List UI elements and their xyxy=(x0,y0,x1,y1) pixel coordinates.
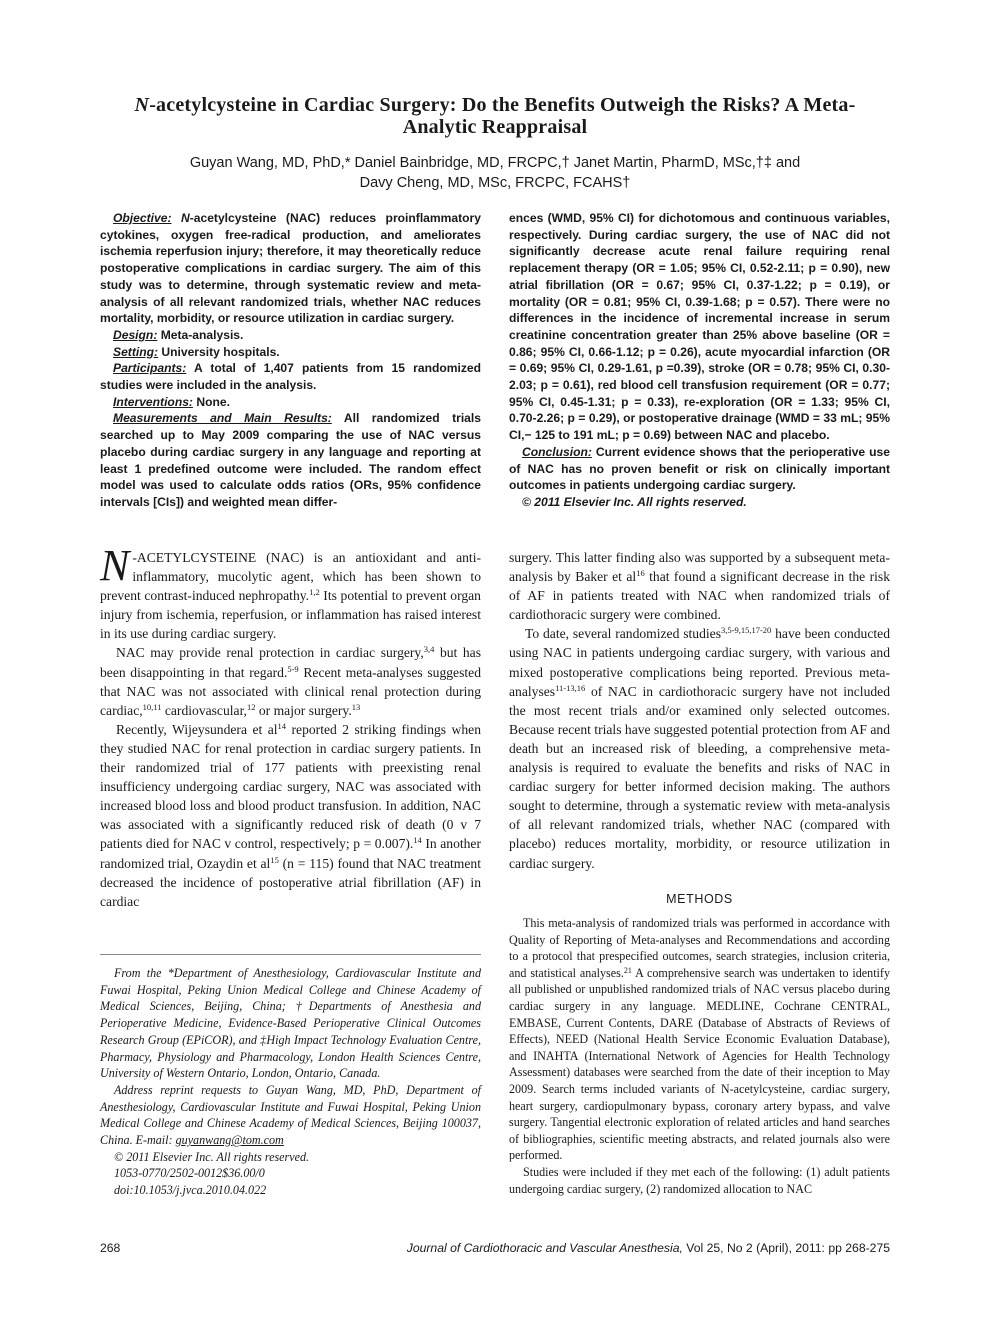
ref-sup[interactable]: 3,5-9,15,17-20 xyxy=(720,625,772,636)
ref-sup[interactable]: 16 xyxy=(636,568,645,579)
ref-sup[interactable]: 13 xyxy=(351,701,361,712)
methods-heading: METHODS xyxy=(666,892,733,906)
p3-text-d: (n = 115) found that NAC treatment decreased the incidence of postoperative atrial fibrillation (AF) in cardiac xyxy=(100,855,481,909)
p2-text-e: or major surgery. xyxy=(255,702,352,718)
abstract-measurements xyxy=(100,410,481,510)
measurements-text: All randomized trials searched up to May 2009 comparing the use of NAC versus placebo during cardiac surgery in any language and reporting at least 1 predefined outcome were included. The random effect model was used to calculate odds ratios (ORs, 95% confidence intervals [CIs]) and weighted mean differ- xyxy=(100,411,481,509)
p3-text-a: Recently, Wijeysundera et al xyxy=(116,721,278,737)
r2-text-a: To date, several randomized studies xyxy=(525,626,721,642)
abstract-left-column xyxy=(100,210,481,511)
setting-text: University hospitals. xyxy=(158,344,280,359)
page-footer xyxy=(100,1241,890,1259)
ref-sup[interactable]: 10,11 xyxy=(142,701,162,712)
interventions-label: Interventions: xyxy=(113,394,193,409)
ref-sup[interactable]: 11-13,16 xyxy=(555,682,586,693)
p2-text-a: NAC may provide renal protection in cardiac surgery, xyxy=(116,645,424,661)
footnote-copyright: © 2011 Elsevier Inc. All rights reserved. xyxy=(114,1149,310,1164)
body-paragraph-1 xyxy=(100,541,481,643)
abstract-participants xyxy=(100,360,481,393)
p2-text-b: but has been disappointing in that regard. xyxy=(100,645,482,680)
abstract-setting xyxy=(100,344,481,361)
drop-cap: N xyxy=(100,541,130,590)
participants-label: Participants: xyxy=(113,361,187,376)
p3-text-c: In another randomized trial, Ozaydin et al xyxy=(100,836,481,871)
ref-sup[interactable]: 3,4 xyxy=(423,644,435,655)
design-text: Meta-analysis. xyxy=(157,327,244,342)
ref-sup[interactable]: 21 xyxy=(623,965,632,975)
participants-text: A total of 1,407 patients from 15 randomized studies were included in the analysis. xyxy=(100,361,481,393)
email-link[interactable]: guyanwang@tom.com xyxy=(175,1133,284,1148)
title-italic-n: N xyxy=(134,94,150,116)
footnote-affiliations: From the *Department of Anesthesiology, Cardiovascular Institute and Fuwai Hospital, Peking Union Medical College and Chinese Academy of Medical Sciences, Beijing, China; †Departments of Anesthesia and Perioperative Medicine, Evidence-Based Perioperative Clinical Outcomes Research Group (EPiCOR), and ‡High Impact Technology Evaluation Centre, Pharmacy, Physiology and Pharmacology, London Health Sciences Centre, University of Western Ontario, London, Ontario, Canada. xyxy=(100,966,481,1081)
ref-sup[interactable]: 5-9 xyxy=(287,663,299,674)
reprint-text: Address reprint requests to Guyan Wang, MD, PhD, Department of Anesthesiology, Cardiovascular Institute and Fuwai Hospital, Peking Union Medical College and Chinese Academy of Medical Sciences, Beijing 100037, China. E-mail: xyxy=(100,1082,481,1148)
r2-text-c: of NAC in cardiothoracic surgery have not included the most recent trials and/or examined only selected outcomes. Because recent trials have suggested potential protection from AF and death but an increased risk of bleeding, a comprehensive meta-analysis is required to evaluate the benefits and risks of NAC in cardiac surgery for better informed decision making. The authors sought to determine, through a systematic review with meta-analysis of all relevant randomized trials, whether NAC (compared with placebo) reduces mortality, morbidity, or resource utilization in cardiac surgery. xyxy=(509,683,890,871)
ref-sup[interactable]: 12 xyxy=(246,701,256,712)
m1-text-a: This meta-analysis of randomized trials was performed in accordance with Quality of Reporting of Meta-analyses and Recommendations and according to a protocol that prespecified outcomes, search strategies, inclusion criteria, and statistical analyses. xyxy=(509,916,890,980)
article-title xyxy=(100,94,890,138)
title-text: -acetylcysteine in Cardiac Surgery: Do the Benefits Outweigh the Risks? A Meta-Analytic Reappraisal xyxy=(149,94,856,138)
measurements-label: Measurements and Main Results: xyxy=(113,411,332,426)
abstract-right-column xyxy=(509,210,890,511)
p3-text-b: reported 2 striking findings when they studied NAC for renal protection in cardiac surgery patients. In their randomized trial of 177 patients with preexisting renal insufficiency undergoing cardiac surgery, NAC was associated with increased blood loss and blood product transfusion. In addition, NAC was associated with a significantly reduced risk of death (0 v 7 patients died for NAC v control, respectively; p = 0.007). xyxy=(100,721,481,852)
footnote-doi[interactable]: doi:10.1053/j.jvca.2010.04.022 xyxy=(114,1183,267,1198)
r2-text-b: have been conducted using NAC in patients undergoing cardiac surgery, with various and mixed postoperative complications being reported. Previous meta-analyses xyxy=(509,626,890,699)
ref-sup[interactable]: 14 xyxy=(413,835,422,846)
footnote-issn: 1053-0770/2502-0012$36.00/0 xyxy=(114,1166,265,1181)
abstract-results-continued: ences (WMD, 95% CI) for dichotomous and continuous variables, respectively. During cardiac surgery, the use of NAC did not significantly decrease acute renal failure requiring renal replacement therapy (OR = 1.05; 95% CI, 0.52-2.11; p = 0.90), new atrial fibrillation (OR = 0.67; 95% CI, 0.37-1.22; p = 0.19), or mortality (OR = 0.81; 95% CI, 0.39-1.68; p = 0.57). There were no differences in the incidence of incremental increase in serum creatinine concentration greater than 25% above baseline (OR = 0.86; 95% CI, 0.66-1.12; p = 0.26), acute myocardial infarction (OR = 0.69; 95% CI, 0.29-1.61, p =0.39), stroke (OR = 0.78; 95% CI, 0.30-2.03; p = 0.61), red blood cell transfusion requirement (OR = 0.77; 95% CI, 0.45-1.31; p = 0.33), re-exploration (OR = 1.33; 95% CI, 0.70-2.26; p = 0.29), or postoperative drainage (WMD = 33 mL; 95% CI,− 125 to 191 mL; p = 0.69) between NAC and placebo. xyxy=(509,211,890,443)
footnote-block xyxy=(100,965,481,1199)
journal-name: Journal of Cardiothoracic and Vascular Anesthesia, xyxy=(406,1241,683,1255)
methods-paragraph-2: Studies were included if they met each of the following: (1) adult patients undergoing cardiac surgery, (2) randomized allocation to NAC xyxy=(509,1164,890,1196)
objective-text: -acetylcysteine (NAC) reduces proinflammatory cytokines, oxygen free-radical production, and ameliorates ischemia reperfusion injury; therefore, it may theoretically reduce postoperative complications in cardiac surgery. The aim of this study was to determine, through systematic review and meta-analysis of all relevant randomized trials, whether NAC reduces mortality, morbidity, or resource utilization in cardiac surgery. xyxy=(100,211,481,326)
abstract-conclusion xyxy=(509,444,890,494)
journal-citation xyxy=(407,1241,890,1255)
body-paragraph-3 xyxy=(100,720,481,911)
p2-text-c: Recent meta-analyses suggested that NAC was not associated with clinical renal protection during cardiac, xyxy=(100,664,481,718)
abstract-interventions xyxy=(100,394,481,411)
p1-text-b: Its potential to prevent organ injury from ischemia, reperfusion, or inflammation has raised interest in its use during cardiac surgery. xyxy=(100,588,481,642)
author-list xyxy=(100,153,890,193)
conclusion-label: Conclusion: xyxy=(522,444,592,459)
conclusion-text: Current evidence shows that the perioperative use of NAC has no proven benefit or risk on clinically important outcomes in patients undergoing cardiac surgery. xyxy=(509,444,890,493)
objective-label: Objective: xyxy=(113,211,172,225)
authors-line-2: Davy Cheng, MD, MSc, FRCPC, FCAHS† xyxy=(359,175,631,191)
m1-text-b: A comprehensive search was undertaken to identify all published or unpublished randomized trials of NAC versus placebo during cardiac surgery in any language. MEDLINE, Cochrane CENTRAL, EMBASE, Current Contents, DARE (Database of Abstracts of Reviews of Effects), NEED (National Health Service Economic Evaluation Database), and INAHTA (International Network of Agencies for Health Technology Assessment) databases were searched from the date of their inception to May 2009. Search terms included variants of N-acetylcysteine, cardiac surgery, heart surgery, cardiopulmonary bypass, coronary artery bypass, and valve surgery. Tangential electronic exploration of related articles and hand searches of bibliographies, scientific meeting abstracts, and related journals also were performed. xyxy=(509,965,890,1163)
abstract-copyright: © 2011 Elsevier Inc. All rights reserved. xyxy=(522,494,747,509)
body-paragraph-4 xyxy=(509,548,890,624)
methods-section xyxy=(509,915,890,1197)
abstract-objective xyxy=(100,210,481,327)
design-label: Design: xyxy=(113,327,158,342)
objective-italic-n: N xyxy=(180,211,190,225)
body-paragraph-5 xyxy=(509,624,890,872)
interventions-text: None. xyxy=(192,394,230,409)
p1-text-a: -ACETYLCYSTEINE (NAC) is an antioxidant and anti-inflammatory, mucolytic agent, which has been shown to prevent contrast-induced nephropathy. xyxy=(100,550,481,604)
footnote-divider xyxy=(100,954,481,955)
body-right-column xyxy=(509,548,890,873)
body-left-column xyxy=(100,541,482,911)
page-number: 268 xyxy=(100,1241,121,1255)
authors-line-1: Guyan Wang, MD, PhD,* Daniel Bainbridge, MD, FRCPC,† Janet Martin, PharmD, MSc,†‡ and xyxy=(189,155,801,171)
p2-text-d: cardiovascular, xyxy=(161,702,247,718)
footnote-reprint xyxy=(100,1082,481,1149)
body-paragraph-2 xyxy=(100,643,481,719)
ref-sup[interactable]: 14 xyxy=(277,720,287,731)
r1-text-a: surgery. This latter finding also was supported by a subsequent meta-analysis by Baker et al xyxy=(509,550,890,585)
ref-sup[interactable]: 1,2 xyxy=(309,587,320,598)
r1-text-b: that found a significant decrease in the risk of AF in patients treated with NAC when randomized trials of cardiothoracic surgery were combined. xyxy=(509,569,890,623)
abstract-design xyxy=(100,327,481,344)
methods-paragraph-1 xyxy=(509,915,890,1164)
ref-sup[interactable]: 15 xyxy=(270,854,279,865)
setting-label: Setting: xyxy=(113,344,159,359)
journal-details: Vol 25, No 2 (April), 2011: pp 268-275 xyxy=(682,1241,890,1255)
